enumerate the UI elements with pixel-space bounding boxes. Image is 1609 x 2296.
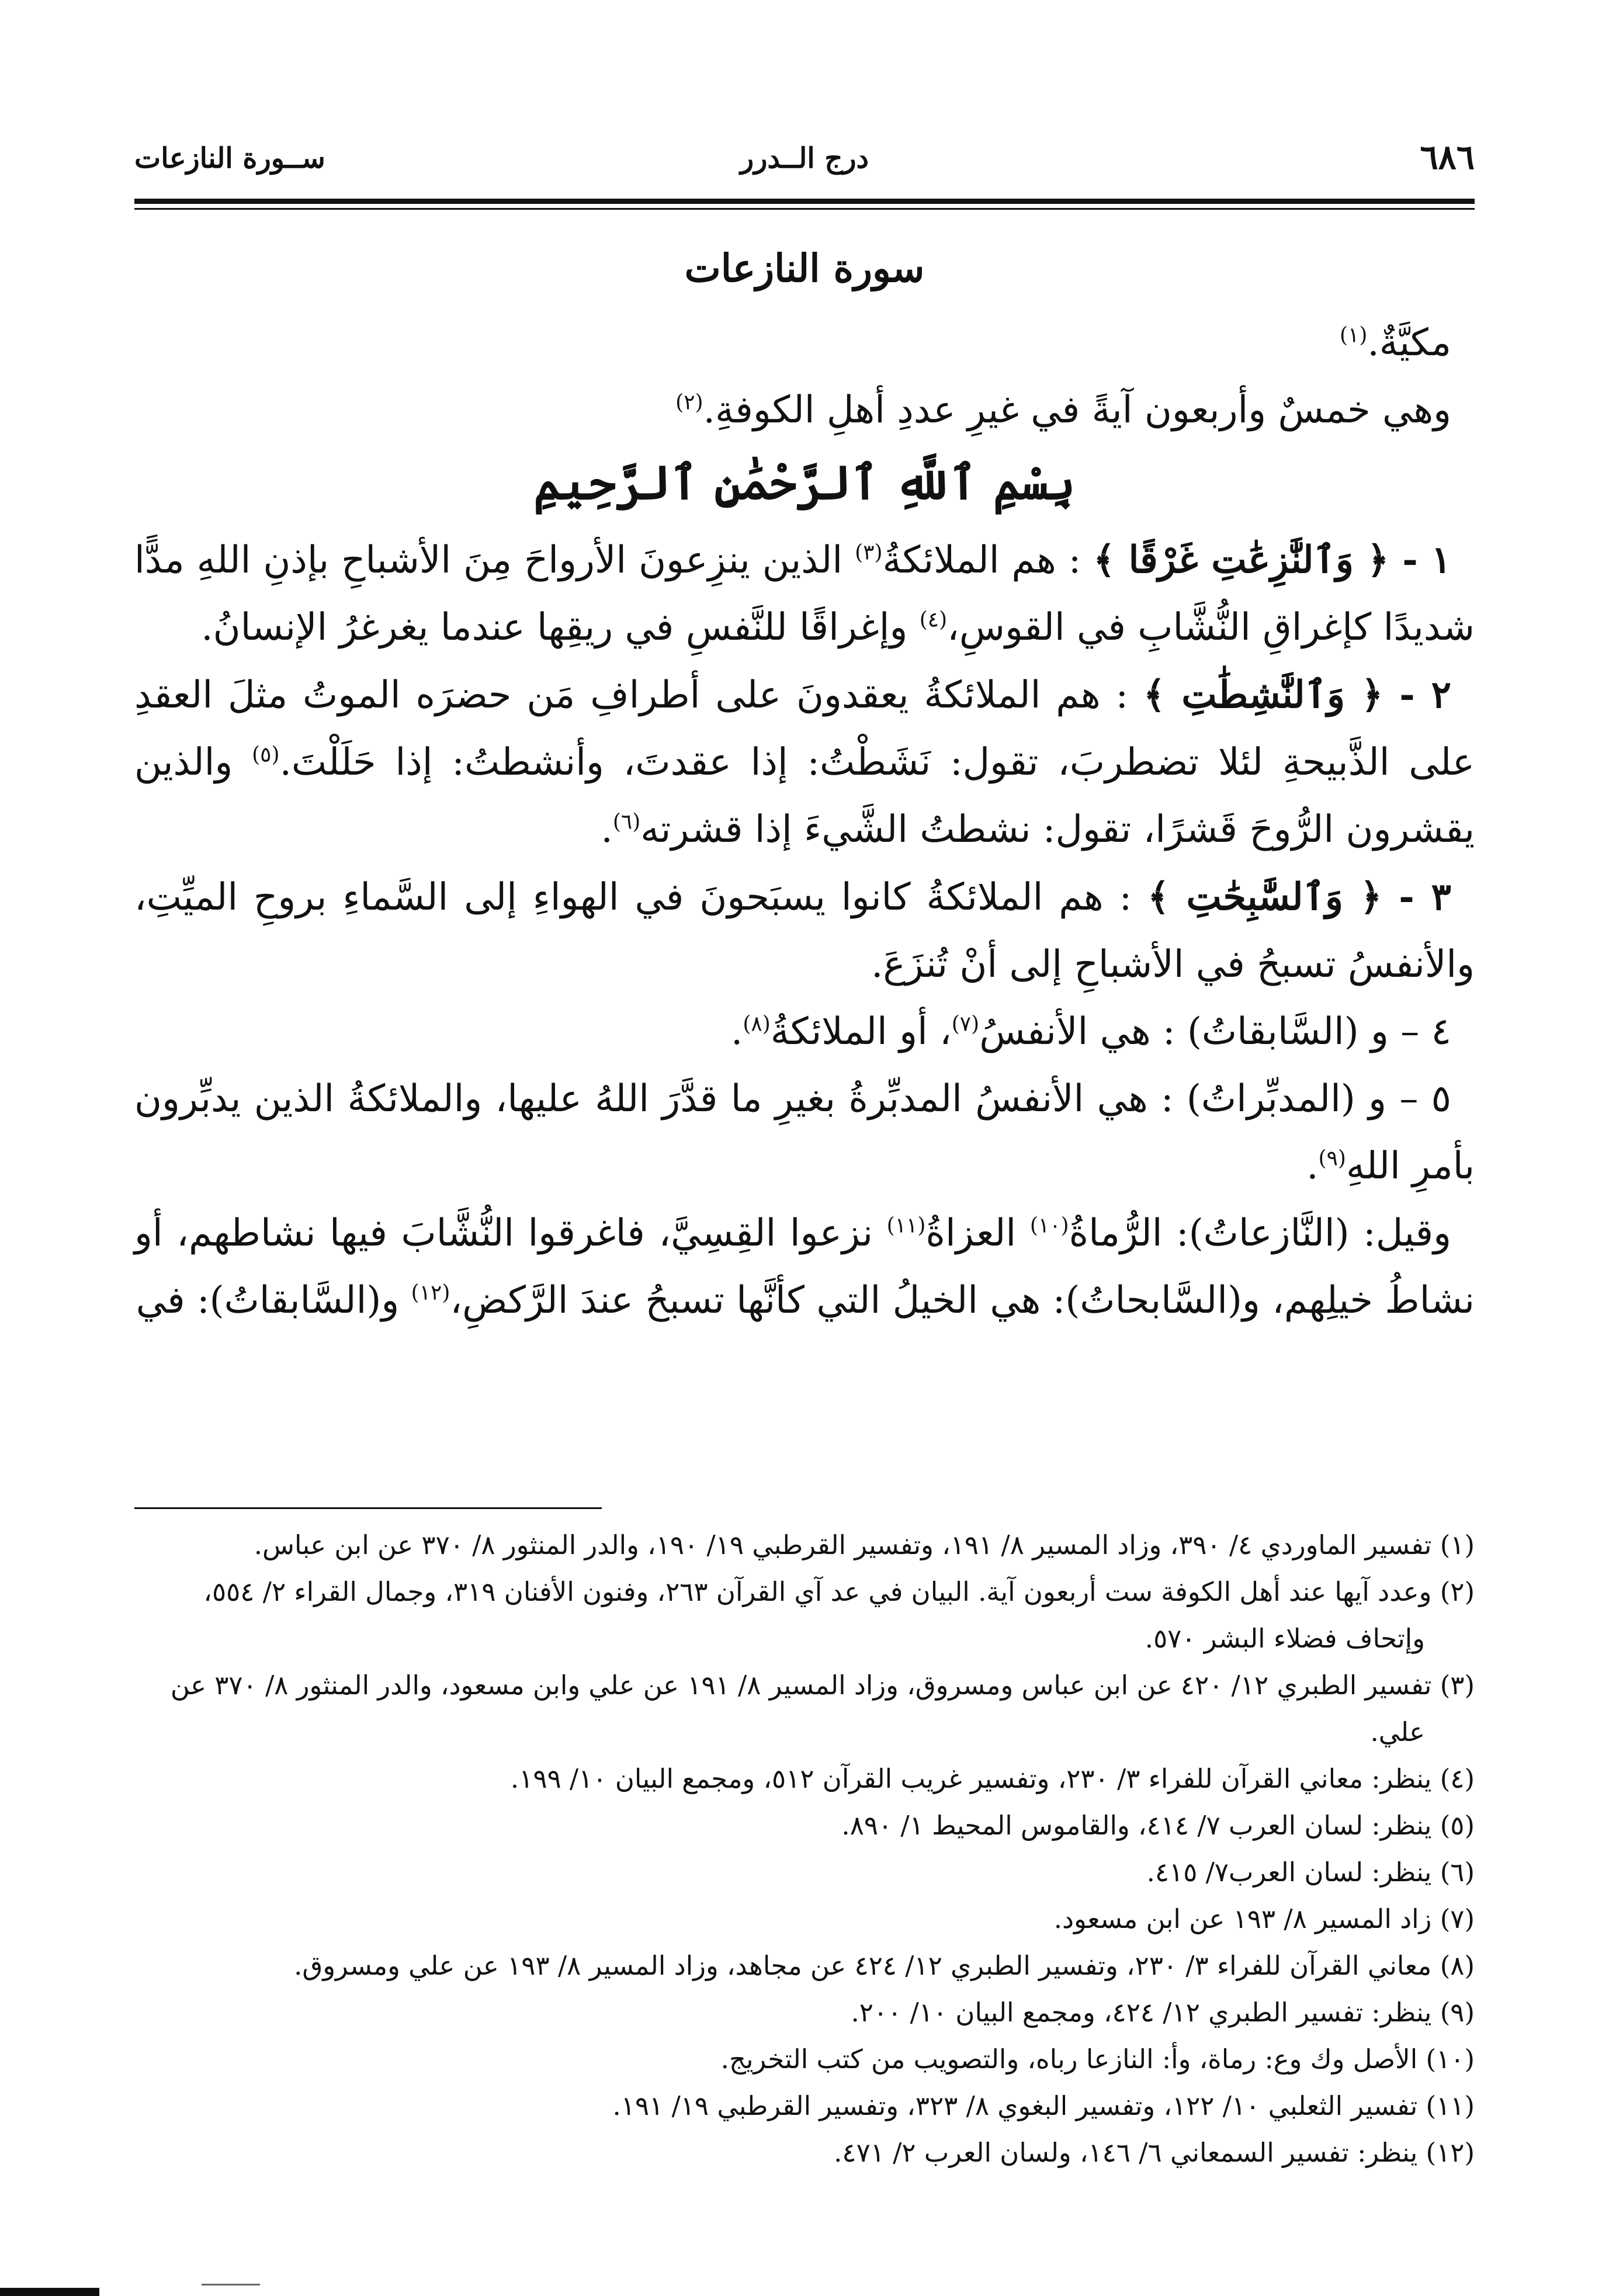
footnote-ref[interactable]: (٨) [743,1012,771,1036]
footnote: (١٢) ينظر: تفسير السمعاني ٦/ ١٤٦، ولسان العرب ٢/ ٤٧١. [834,2137,1475,2168]
verse-count-text: وهي خمسٌ وأربعون آيةً في غيرِ عددِ أهلِ الكوفةِ. [703,389,1451,432]
paragraph-text: : هم الملائكةُ [882,539,1094,582]
paragraph-text: . [731,1010,743,1053]
footnote-ref[interactable]: (٥) [252,743,280,767]
footnote: (٤) ينظر: معاني القرآن للفراء ٣/ ٢٣٠، وتفسير غريب القرآن ٥١٢، ومجمع البيان ١٠/ ١٩٩. [510,1763,1475,1794]
surah-running-title: ســورة النازعات [134,142,325,175]
footnote-ref[interactable]: (٩) [1318,1146,1346,1171]
verse-count-line [134,377,1475,444]
surah-title: سورة النازعات [684,245,925,291]
footnote: (٩) ينظر: تفسير الطبري ١٢/ ٤٢٤، ومجمع البيان ١٠/ ٢٠٠. [851,1997,1475,2028]
paragraph-text: : هم الملائكةُ كانوا يسبَحونَ في الهواءِ إلى السَّماءِ بروحِ الميِّتِ، والأنفسُ تسبحُ في الأشباحِ إلى أنْ تُنزَعَ. [134,876,1475,986]
paragraph-text: . [601,808,613,851]
paragraph-text: : هم الملائكةُ يعقدونَ على أطرافِ مَن حضرَه الموتُ مثلَ العقدِ على الذَّبيحةِ لئلا تضطربَ، تقول: نَشَطْتُ: إذا عقدتَ، وأنشطتُ: إذا حَلَلْتَ. [134,674,1475,784]
paragraph-text: : الرُّماةُ [1069,1212,1189,1255]
footnote: (١) تفسير الماوردي ٤/ ٣٩٠، وزاد المسير ٨/ ١٩١، وتفسير القرطبي ١٩/ ١٩٠، والدر المنثور ٨/ ٣٧٠ عن ابن عباس. [254,1529,1475,1560]
main-text [134,310,1475,1334]
footnote-ref[interactable]: (١٢) [411,1281,450,1305]
basmala: بِسْمِ ٱللَّهِ ٱلرَّحْمَٰنِ ٱلرَّحِيمِ [533,455,1076,510]
paragraph [134,1200,1475,1334]
paragraph-text: وإغراقًا للنَّفسِ في ريقِها عندما يغرغرُ الإنسانُ. [201,606,920,649]
verse-lead: ٢ - ﴿ وَٱلنَّٰشِطَٰتِ ﴾ [1143,673,1452,717]
footnotes [134,1522,1475,2176]
header-rule-thick [134,199,1475,204]
running-header [134,137,1475,190]
footnote-ref[interactable]: (٢) [675,390,703,415]
header-rule-thin [134,208,1475,210]
footnote-ref[interactable]: (١) [1339,323,1368,348]
paragraph [134,998,1475,1066]
verse-lead: ١ - ﴿ وَٱلنَّٰزِعَٰتِ غَرْقًا ﴾ [1093,538,1452,582]
paragraph [134,526,1475,661]
footnote: (٢) وعدد آيها عند أهل الكوفة ست أربعون آية. البيان في عد آي القرآن ٢٦٣، وفنون الأفنان ٣١٩، وجمال القراء ٢/ ٥٥٤، وإتحاف فضلاء البشر ٥٧٠. [203,1576,1475,1654]
footnote: (٥) ينظر: لسان العرب ٧/ ٤١٤، والقاموس المحيط ١/ ٨٩٠. [841,1810,1475,1841]
paragraph-text: ، أو الملائكةُ [770,1010,952,1053]
verse-lead: ٣ - ﴿ وَٱلسَّٰبِحَٰتِ ﴾ [1147,875,1452,919]
footnote-ref[interactable]: (٧) [951,1012,980,1036]
paragraph [134,1066,1475,1200]
footnote-ref[interactable]: (١٠) [1029,1213,1069,1238]
paragraph-text: العزاةُ [925,1212,1030,1255]
footnote-ref[interactable]: (٣) [855,540,883,565]
verse-lead: وقيل: (النَّازعاتُ) [1188,1212,1452,1255]
paragraph [134,863,1475,998]
footnote: (٦) ينظر: لسان العرب٧/ ٤١٥. [1146,1857,1475,1888]
paragraph-text: : هي الأنفسُ المدبِّرةُ بغيرِ ما قدَّرَ اللهُ عليها، والملائكةُ الذين يدبِّرون بأمرِ اللهِ [134,1077,1475,1188]
paragraph-text: : هي الأنفسُ [979,1010,1187,1053]
scan-edge-mark [0,2288,99,2296]
footnote-ref[interactable]: (١١) [886,1213,926,1238]
paragraph [134,661,1475,863]
page-number: ٦٨٦ [1420,137,1475,177]
paragraph-text: الذين ينزِعونَ الأرواحَ مِنَ الأشباحِ بإذنِ اللهِ مدًّا شديدًا كإغراقِ النُّشَّابِ في القوسِ، [134,539,1475,649]
footnote: (٨) معاني القرآن للفراء ٣/ ٢٣٠، وتفسير الطبري ١٢/ ٤٢٤ عن مجاهد، وزاد المسير ٨/ ١٩٣ عن علي ومسروق. [294,1950,1475,1981]
footnote-separator [134,1507,602,1509]
verse-lead: ٥ – و (المدبِّراتُ) [1186,1077,1452,1121]
verse-lead: ٤ – و (السَّابقاتُ) [1187,1010,1451,1053]
meccan-line [134,310,1475,377]
footnote-ref[interactable]: (٤) [919,608,948,632]
paragraph-text: والذين يقشرون الرُّوحَ قَشرًا، تقول: نشطتُ الشَّيءَ إذا قشرته [134,741,1475,851]
meccan-text: مكيَّةٌ. [1367,321,1451,365]
paragraph-text: نزعوا القِسِيَّ، فاغرقوا النُّشَّابَ فيها نشاطهم، أو نشاطُ خيلِهم، و(السَّابحاتُ): هي الخيلُ التي كأنَّها تسبحُ عندَ الرَّكضِ، [134,1212,1475,1322]
book-title: درج الــدرر [740,142,869,175]
footnote: (١١) تفسير الثعلبي ١٠/ ١٢٢، وتفسير البغوي ٨/ ٣٢٣، وتفسير القرطبي ١٩/ ١٩١. [612,2090,1475,2121]
paragraph-text: . [1306,1144,1319,1188]
footnote-ref[interactable]: (٦) [612,810,641,834]
scan-edge-line [202,2284,260,2285]
footnote: (٧) زاد المسير ٨/ ١٩٣ عن ابن مسعود. [1053,1903,1475,1934]
paragraph-text: و(السَّابقاتُ): في [136,1279,411,1322]
footnote: (١٠) الأصل وك وع: رماة، وأ: النازعا رباه، والتصويب من كتب التخريج. [720,2044,1475,2075]
footnote: (٣) تفسير الطبري ١٢/ ٤٢٠ عن ابن عباس ومسروق، وزاد المسير ٨/ ١٩١ عن علي وابن مسعود، والدر المنثور ٨/ ٣٧٠ عن علي. [170,1670,1475,1747]
